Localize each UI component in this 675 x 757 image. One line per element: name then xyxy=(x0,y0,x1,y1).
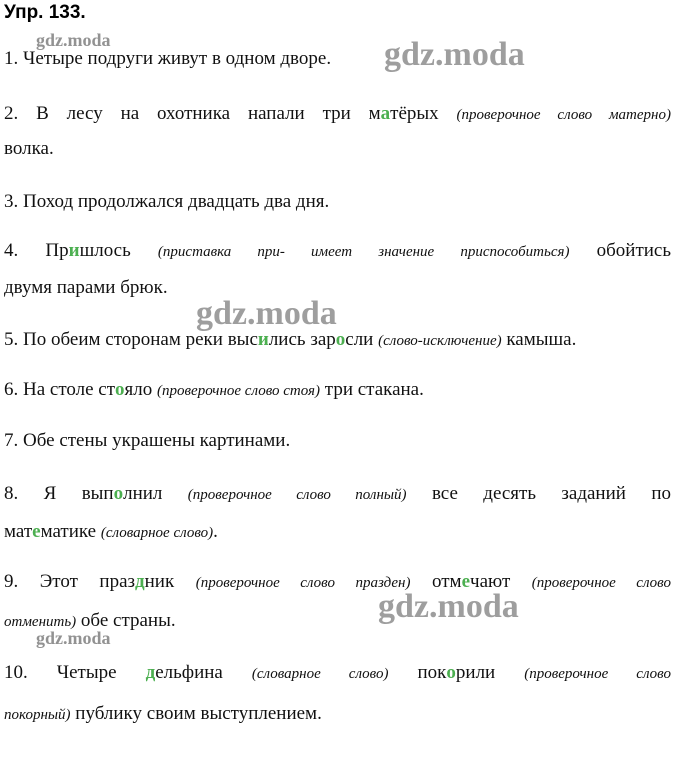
sentence-5-text: камыша. xyxy=(501,329,577,350)
highlight-letter: а xyxy=(380,103,391,124)
note: (проверочное слово xyxy=(531,575,671,591)
note: (проверочное слово празден) xyxy=(195,575,411,591)
highlight-letter: е xyxy=(461,571,471,592)
sentence-8-text: все десять заданий по xyxy=(406,483,671,504)
sentence-8-text: лнил xyxy=(123,483,188,504)
sentence-3 xyxy=(4,190,671,214)
sentence-9-text: 9. Этот праз xyxy=(4,571,136,592)
sentence-4-line-2 xyxy=(4,276,671,300)
highlight-letter: о xyxy=(446,662,456,683)
sentence-9-text: отм xyxy=(410,571,462,592)
note: (проверочное слово матерно) xyxy=(456,107,671,123)
note: (слово-исключение) xyxy=(378,333,502,349)
sentence-6-text: три стакана. xyxy=(320,379,424,400)
sentence-9-line-1 xyxy=(4,570,671,595)
sentence-10-line-2 xyxy=(4,702,671,727)
sentence-10-text: 10. Четыре xyxy=(4,662,146,683)
sentence-5-text: лись зар xyxy=(268,329,336,350)
highlight-letter: и xyxy=(68,240,80,261)
sentence-10-text: ельфина xyxy=(155,662,252,683)
sentence-2-line-2 xyxy=(4,137,671,161)
sentence-8-text: 8. Я вып xyxy=(4,483,114,504)
note: (приставка при- имеет значение приспособиться) xyxy=(157,244,570,260)
sentence-2-text: 2. В лесу на охотника напали три м xyxy=(4,103,381,124)
sentence-6-text: 6. На столе ст xyxy=(4,379,116,400)
sentence-4-text: 4. Пр xyxy=(4,240,69,261)
watermark: gdz.moda xyxy=(196,295,337,332)
sentence-1-text: 1. Четыре подруги живут в одном дворе. xyxy=(4,48,332,69)
sentence-5-text: 5. По обеим сторонам реки выс xyxy=(4,329,258,350)
note: (проверочное слово xyxy=(524,666,671,682)
highlight-letter: д xyxy=(145,662,156,683)
watermark: gdz.moda xyxy=(36,628,111,648)
sentence-9-text: ник xyxy=(144,571,196,592)
note: (проверочное слово полный) xyxy=(187,487,407,503)
sentence-9-line-2 xyxy=(4,609,671,634)
sentence-10-line-1 xyxy=(4,661,671,686)
sentence-10-text: рили xyxy=(455,662,525,683)
note: отменить) xyxy=(4,614,77,630)
sentence-10-text: публику своим выступлением. xyxy=(70,703,322,724)
highlight-letter: е xyxy=(32,521,41,542)
sentence-5 xyxy=(4,328,671,353)
sentence-5-text: сли xyxy=(345,329,379,350)
sentence-1 xyxy=(4,47,671,71)
note: (словарное слово) xyxy=(100,525,214,541)
sentence-2-line-1 xyxy=(4,102,671,127)
sentence-6 xyxy=(4,378,671,403)
sentence-3-text: 3. Поход продолжался двадцать два дня. xyxy=(4,191,330,212)
sentence-4-text: обойтись xyxy=(569,240,672,261)
sentence-7-text: 7. Обе стены украшены картинами. xyxy=(4,430,291,451)
watermark: gdz.moda xyxy=(378,588,519,625)
sentence-4-text: двумя парами брюк. xyxy=(4,277,168,298)
sentence-8-text: . xyxy=(213,521,218,542)
sentence-2-text: тёрых xyxy=(390,103,457,124)
exercise-title: Упр. 133. xyxy=(4,2,86,23)
watermark: gdz.moda xyxy=(384,36,525,73)
highlight-letter: и xyxy=(257,329,269,350)
highlight-letter: о xyxy=(113,483,124,504)
highlight-letter: д xyxy=(135,571,145,592)
highlight-letter: о xyxy=(115,379,125,400)
highlight-letter: о xyxy=(335,329,346,350)
sentence-2-text: волка. xyxy=(4,138,54,159)
sentence-9-text: чают xyxy=(470,571,532,592)
sentence-9-text: обе страны. xyxy=(76,610,176,631)
sentence-8-line-2 xyxy=(4,520,671,545)
sentence-8-line-1 xyxy=(4,482,671,507)
sentence-10-text: пок xyxy=(388,662,447,683)
note: (словарное слово) xyxy=(251,666,389,682)
sentence-4-line-1 xyxy=(4,239,671,264)
sentence-4-text: шлось xyxy=(79,240,158,261)
watermark: gdz.moda xyxy=(36,30,111,50)
sentence-8-text: матике xyxy=(40,521,101,542)
note: (проверочное слово стоя) xyxy=(157,383,321,399)
sentence-8-text: мат xyxy=(4,521,33,542)
note: покорный) xyxy=(4,707,71,723)
sentence-6-text: яло xyxy=(124,379,158,400)
sentence-7 xyxy=(4,429,671,453)
